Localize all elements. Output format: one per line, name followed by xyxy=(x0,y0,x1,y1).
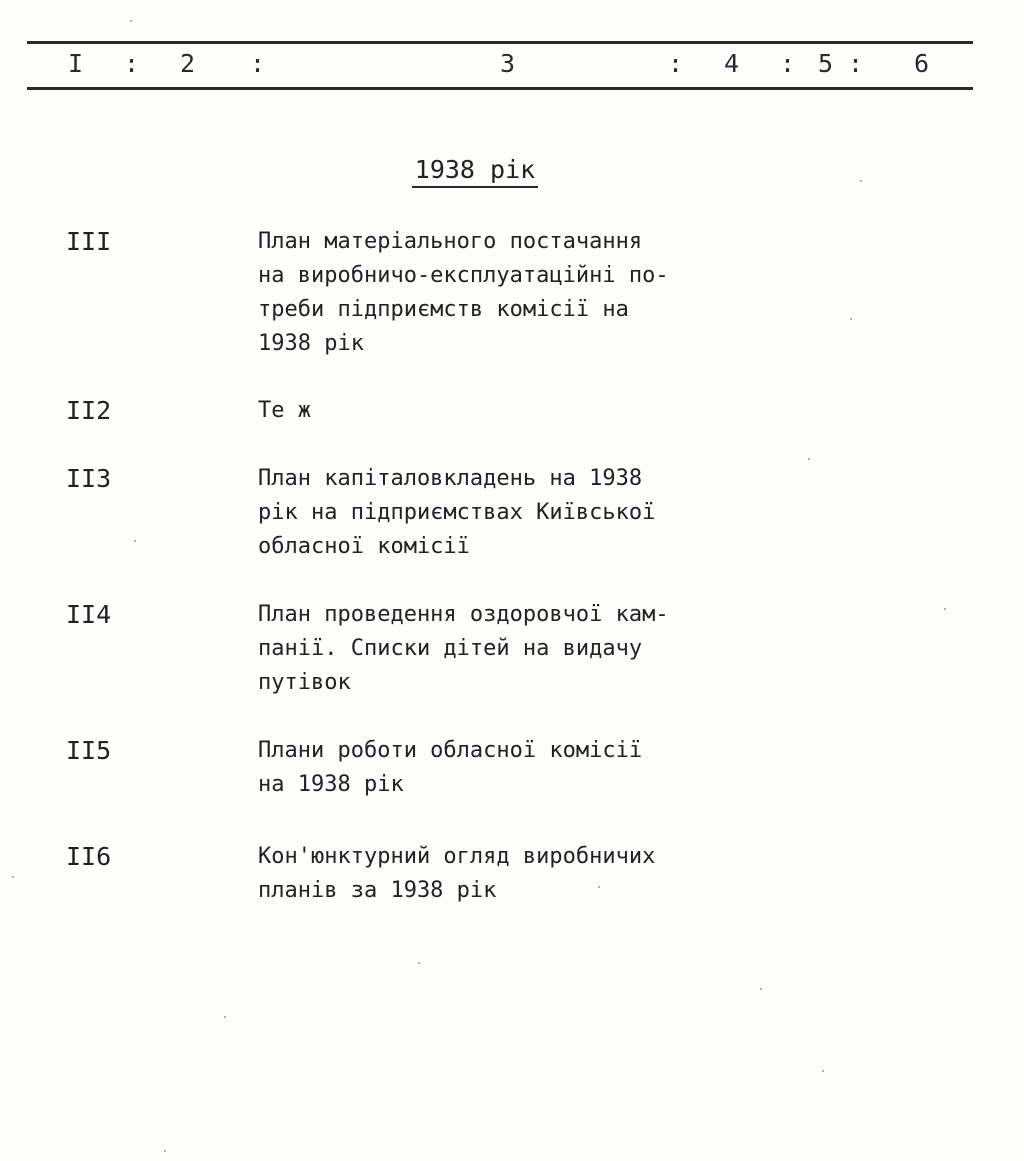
column-separator: : xyxy=(250,49,266,78)
header-top-rule xyxy=(27,41,973,44)
column-header-1: I xyxy=(68,49,84,78)
paper-speck xyxy=(760,988,762,990)
paper-speck xyxy=(598,886,600,888)
column-header-4: 4 xyxy=(724,49,740,78)
paper-speck xyxy=(418,962,420,964)
entry-number: II5 xyxy=(66,736,112,765)
paper-speck xyxy=(850,318,852,320)
paper-speck xyxy=(134,540,136,542)
paper-speck xyxy=(822,1070,824,1072)
column-header-5: 5 xyxy=(818,49,834,78)
paper-speck xyxy=(808,458,810,460)
column-separator: : xyxy=(124,49,140,78)
column-header-2: 2 xyxy=(180,49,196,78)
column-separator: : xyxy=(848,49,864,78)
paper-speck xyxy=(224,1016,226,1018)
header-bottom-rule xyxy=(27,87,973,90)
entry-description: План матеріального постачання на виробничо-експлуатаційні по- треби підприємств комісії на 1938 рік xyxy=(258,229,669,356)
entry-number: III xyxy=(66,227,112,256)
paper-speck xyxy=(944,608,946,610)
entry-number: II4 xyxy=(66,600,112,629)
entry-description: Плани роботи обласної комісії на 1938 рік xyxy=(258,738,643,797)
column-separator: : xyxy=(668,49,684,78)
entry-description: Те ж xyxy=(258,398,311,423)
paper-speck xyxy=(12,876,14,878)
entry-description: План проведення оздоровчої кам- панії. Списки дітей на видачу путівок xyxy=(258,602,669,695)
section-heading: 1938 рік xyxy=(412,156,538,188)
entry-description: План капіталовкладень на 1938 рік на підприємствах Київської обласної комісії xyxy=(258,466,656,559)
entry-number: II3 xyxy=(66,464,112,493)
column-header-6: 6 xyxy=(914,49,930,78)
paper-speck xyxy=(860,180,862,182)
entry-number: II2 xyxy=(66,396,112,425)
column-separator: : xyxy=(780,49,796,78)
paper-speck xyxy=(130,20,132,22)
entry-number: II6 xyxy=(66,842,112,871)
paper-speck xyxy=(164,1150,166,1152)
column-header-3: 3 xyxy=(500,49,516,78)
entry-description: Кон'юнктурний огляд виробничих планів за 1938 рік xyxy=(258,844,656,903)
